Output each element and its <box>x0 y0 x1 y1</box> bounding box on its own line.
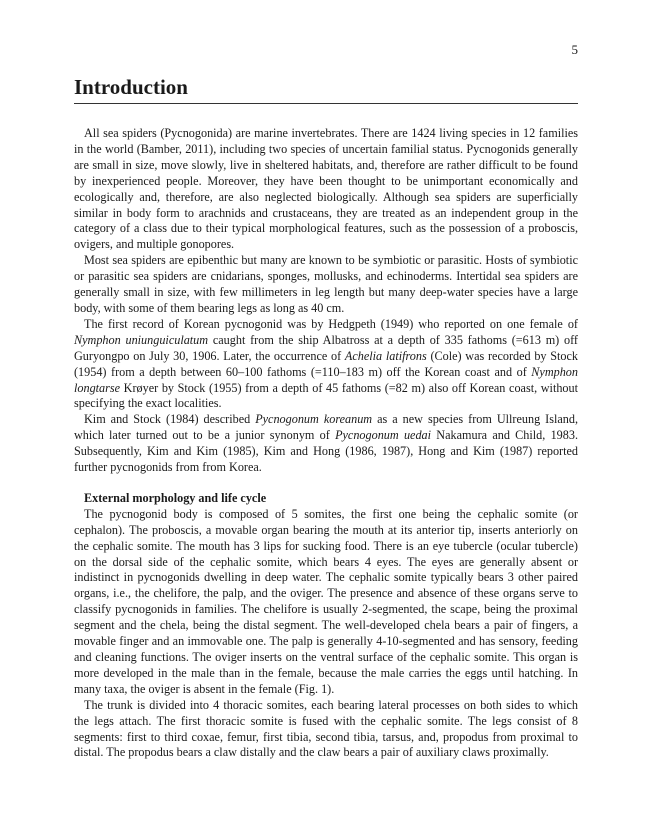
chapter-title: Introduction <box>74 74 578 104</box>
text-run: caught from the ship Albatross at a depth of 335 fathoms (=613 m) off Guryongpo on July 30, 1906. Later, the occurrence of <box>74 332 578 363</box>
species-name: Nymphon longtarse <box>74 364 578 395</box>
species-name: Pycnogonum uedai <box>335 428 432 443</box>
paragraph-p4 <box>74 412 578 476</box>
paragraph-p1 <box>74 126 578 253</box>
body-text <box>74 126 578 761</box>
paragraph-p3 <box>74 317 578 412</box>
text-run: The pycnogonid body is composed of 5 somites, the first one being the cephalic somite (or cephalon). The proboscis, a movable organ bearing the mouth at its anterior tip, inserts anteriorly on the cephalic somite. The mouth has 3 lips for sucking food. There is an eye tubercle (ocular tubercle) on the dorsal side of the cephalic somite, which bears 4 eyes. The eyes are generally absent or indistinct in pycnogonids dwelling in deep water. The cephalic somite typically bears 3 other paired organs, i.e., the chelifore, the palp, and the oviger. The presence and absence of these organs serve to classify pycnogonids in families. The chelifore is usually 2-segmented, the scape, being the proximal segment and the chela, being the distal segment. The well-developed chela bears a pair of fingers, a movable finger and an immovable one. The palp is generally 4-10-segmented and has sensory, feeding and cleaning functions. The oviger inserts on the ventral surface of the cephalic somite. This organ is more developed in the male than in the female, because the male carries the eggs until hatching. In many taxa, the oviger is absent in the female (Fig. 1). <box>74 506 578 696</box>
text-run: All sea spiders (Pycnogonida) are marine invertebrates. There are 1424 living species in 12 families in the world (Bamber, 2011), including two species of uncertain familial status. Pycnogonids generally are small in size, move slowly, live in sheltered habitats, and, therefore are rather difficult to be found by inexperienced people. Moreover, they have been thought to be unimportant economically and ecologically and, therefore, are also neglected biologically. Although sea spiders are superficially similar in body form to arachnids and crustaceans, they are treated as an independent group in the category of a class due to their typical morphological features, such as the possession of a proboscis, ovigers, and multiple gonopores. <box>74 126 578 252</box>
species-name: Pycnogonum koreanum <box>255 412 373 427</box>
paragraph-p2 <box>74 253 578 317</box>
text-run: Most sea spiders are epibenthic but many are known to be symbiotic or parasitic. Hosts of symbiotic or parasitic sea spiders are cnidarians, sponges, mollusks, and echinoderms. Intertidal sea spiders are generally small in size, with few millimeters in leg length but many deep-water species have a large body, with some of them bearing legs as long as 40 cm. <box>74 253 578 315</box>
paragraph-p6 <box>74 698 578 762</box>
text-run: Nakamura and Child, 1983. Subsequently, Kim and Kim (1985), Kim and Hong (1986, 1987), Hong and Kim (1987) reported further pycnogonids from from Korea. <box>74 428 578 475</box>
text-run: The trunk is divided into 4 thoracic somites, each bearing lateral processes on both sides to which the legs attach. The first thoracic somite is fused with the cephalic somite. The legs consist of 8 segments: first to third coxae, femur, first tibia, second tibia, tarsus, and, propodus from proximal to distal. The propodus bears a claw distally and the claw bears a pair of auxiliary claws proximally. <box>74 697 578 760</box>
species-name: Achelia latifrons <box>344 348 427 363</box>
species-name: Nymphon uniunguiculatum <box>74 332 209 347</box>
section-heading <box>74 491 578 507</box>
paragraph-p5 <box>74 507 578 698</box>
text-run: Kim and Stock (1984) described <box>84 412 256 427</box>
text-run: Krøyer by Stock (1955) from a depth of 45 fathoms (=82 m) also off Korean coast, without specifying the exact localities. <box>74 380 578 411</box>
text-run: (Cole) was recorded by Stock (1954) from a depth between 60–100 fathoms (=110–183 m) off the Korean coast and of <box>74 348 578 379</box>
page-number: 5 <box>571 42 578 57</box>
text-run: The first record of Korean pycnogonid was by Hedgpeth (1949) who reported on one female of <box>84 316 578 331</box>
text-run: External morphology and life cycle <box>84 490 267 505</box>
text-run: as a new species from Ullreung Island, which later turned out to be a junior synonym of <box>74 412 579 443</box>
